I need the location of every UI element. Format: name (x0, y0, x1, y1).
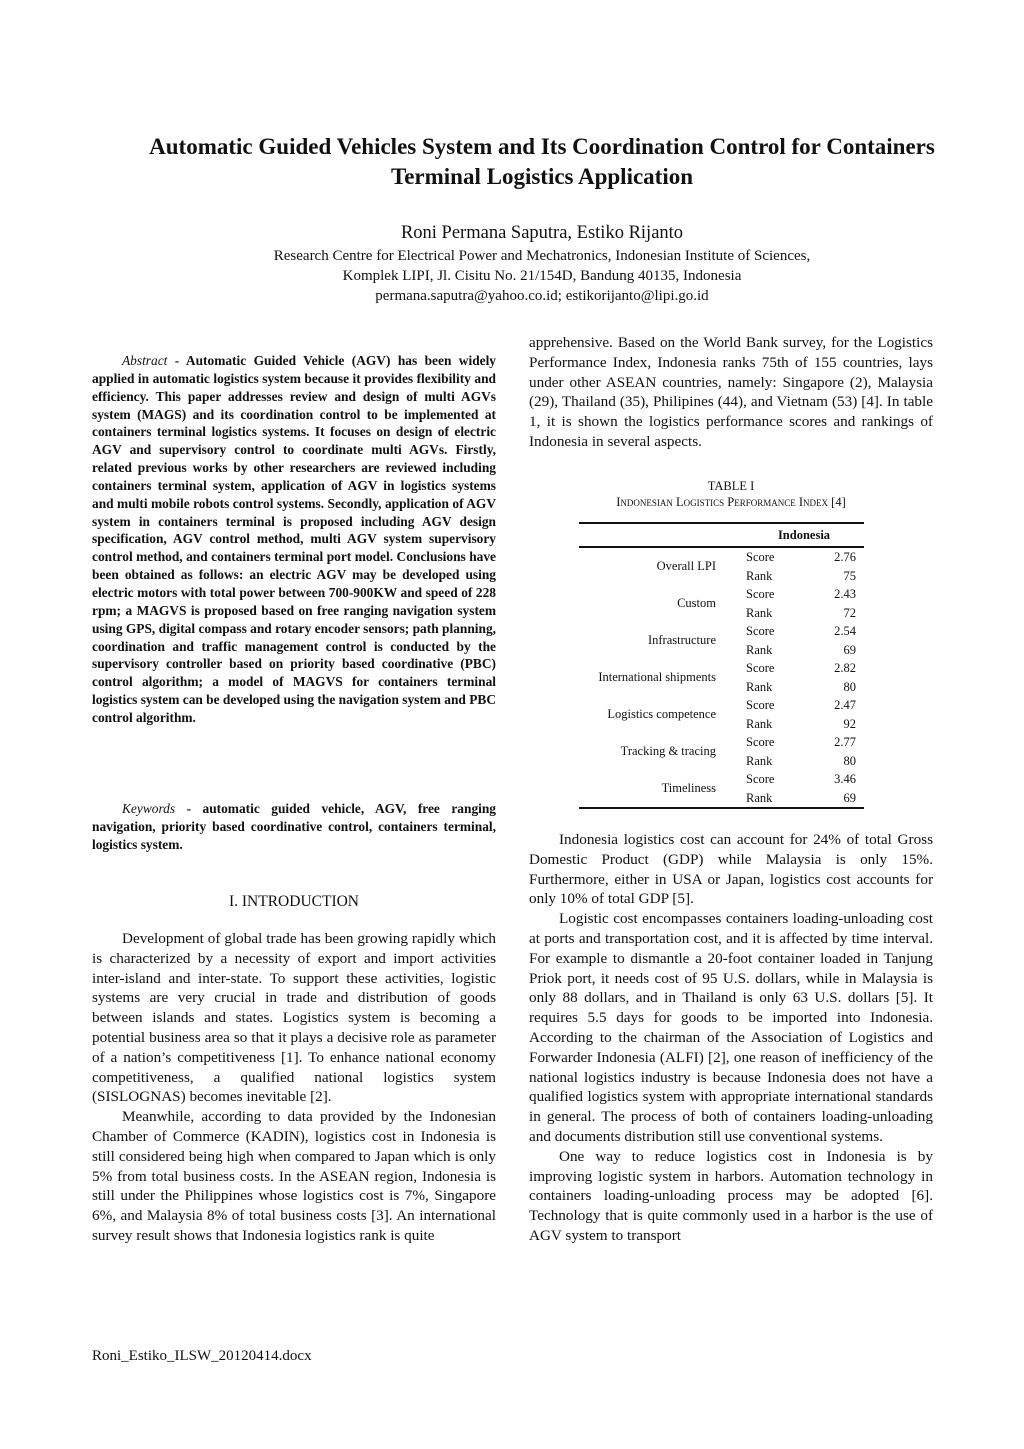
paragraph: Development of global trade has been growing rapidly which is characterized by a necessity of export and import activities inter-island and inter-state. To support these activities, logistic systems are very crucial in trade and distribution of goods between islands and states. Logistics system is becoming a potential business area so that it plays a decisive role as parameter of a nation’s competitiveness [1]. To enhance national economy competitiveness, a qualified national logistics system (SISLOGNAS) becomes inevitable [2]. (92, 930, 496, 1106)
rank-value: 80 (843, 753, 856, 768)
introduction (92, 929, 496, 1246)
category-cell: Custom (677, 596, 716, 611)
table-header: Indonesia (744, 523, 864, 547)
table-row (579, 770, 864, 789)
rank-label: Rank (746, 568, 773, 583)
rank-label: Rank (746, 790, 773, 805)
category-cell: Tracking & tracing (620, 744, 716, 759)
category-cell: International shipments (598, 670, 716, 685)
rank-value: 72 (843, 605, 856, 620)
paragraph: Meanwhile, according to data provided by the Indonesian Chamber of Commerce (KADIN), logistics cost in Indonesia is still considered being high when compared to Japan which is only 5% from total business costs. In the ASEAN region, Indonesia is still under the Philippines whose logistics cost is 7%, Singapore 6%, and Malaysia 8% of total business costs [3]. An international survey result shows that Indonesia logistics rank is quite (92, 1108, 496, 1244)
rank-label: Rank (746, 605, 773, 620)
score-value: 3.46 (834, 772, 856, 786)
rank-label: Rank (746, 642, 773, 657)
score-label: Score (746, 624, 775, 638)
lpi-table (579, 522, 864, 809)
table-row (579, 547, 864, 567)
rank-label: Rank (746, 679, 773, 694)
keywords-text: - automatic guided vehicle, AGV, free ranging navigation, priority based coordinative control, containers terminal, logistics system. (92, 801, 496, 852)
rank-label: Rank (746, 753, 773, 768)
abstract-label: Abstract (122, 353, 168, 368)
score-label: Score (746, 698, 775, 712)
category-cell: Infrastructure (647, 633, 716, 648)
table-row (579, 696, 864, 715)
rank-label: Rank (746, 716, 773, 731)
score-value: 2.82 (834, 661, 856, 675)
table-row (579, 733, 864, 752)
keywords-label: Keywords (122, 801, 176, 816)
rank-value: 69 (843, 642, 856, 657)
table-row (579, 622, 864, 641)
paper-title: Automatic Guided Vehicles System and Its Coordination Control for Containers Terminal Logistics Application (149, 134, 935, 189)
category-cell: Overall LPI (656, 559, 716, 574)
rank-value: 80 (843, 679, 856, 694)
affiliation-line: Komplek LIPI, Jl. Cisitu No. 21/154D, Bandung 40135, Indonesia (342, 268, 742, 284)
authors: Roni Permana Saputra, Estiko Rijanto (400, 223, 684, 243)
paragraph: Indonesia logistics cost can account for 24% of total Gross Domestic Product (GDP) while Malaysia is only 15%. Furthermore, either in USA or Japan, logistics cost accounts for only 10% of total GDP [5]. (529, 831, 933, 908)
score-label: Score (746, 735, 775, 749)
table-row (579, 659, 864, 678)
keywords (92, 800, 496, 854)
paragraph: Logistic cost encompasses containers loading-unloading cost at ports and transportation cost, and it is affected by time interval. For example to dismantle a 20-foot container loaded in Tanjung Priok port, it needs cost of 95 U.S. dollars, while in Malaysia is only 88 dollars, and in Thailand is only 63 U.S. dollars [5]. It requires 5.5 days for goods to be imported into Indonesia. According to the chairman of the Association of Logistics and Forwarder Indonesia (ALFI) [2], one reason of inefficiency of the national logistics industry is because Indonesia does not have a qualified logistics system with appropriate international standards in general. The process of both of containers loading-unloading and documents distribution still use conventional systems. (529, 910, 933, 1145)
footer-filename: Roni_Estiko_ILSW_20120414.docx (92, 1348, 312, 1364)
category-cell: Logistics competence (607, 707, 716, 722)
score-value: 2.54 (834, 624, 856, 638)
paragraph: apprehensive. Based on the World Bank survey, for the Logistics Performance Index, Indonesia ranks 75th of 155 countries, lays under other ASEAN countries, namely: Singapore (2), Malaysia (29), Thailand (35), Philipines (44), and Vietnam (53) [4]. In table 1, it is shown the logistics performance scores and rankings of Indonesia in several aspects. (529, 334, 933, 450)
table-row (579, 585, 864, 604)
category-cell: Timeliness (661, 781, 716, 796)
score-label: Score (746, 772, 775, 786)
score-value: 2.76 (834, 550, 856, 564)
score-value: 2.43 (834, 587, 856, 601)
table-subtitle: Indonesian Logistics Performance Index [4] (616, 495, 846, 509)
score-label: Score (746, 587, 775, 601)
table-title: TABLE I (707, 479, 755, 493)
paragraph: One way to reduce logistics cost in Indonesia is by improving logistic system in harbors. Automation technology in containers loading-unloading process may be adopted [6]. Technology that is quite commonly used in a harbor is the use of AGV system to transport (529, 1147, 933, 1244)
score-label: Score (746, 550, 775, 564)
abstract (92, 352, 496, 727)
author-emails: permana.saputra@yahoo.co.id; estikorijanto@lipi.go.id (375, 288, 709, 304)
abstract-text: - Automatic Guided Vehicle (AGV) has been widely applied in automatic logistics system because it provides flexibility and efficiency. This paper addresses review and design of multi AGVs system (MAGS) and its coordination control to be implemented at containers terminal logistics systems. It focuses on design of electric AGV and supervisory control to coordinate multi AGVs. Firstly, related previous works by other researchers are reviewed including containers terminal system, application of AGV in logistics systems and multi mobile robots control systems. Secondly, application of AGV system in containers terminal is proposed including AGV design specification, AGV control method, multi AGV system supervisory control method, and containers terminal port model. Conclusions have been obtained as follows: an electric AGV may be developed using electric motors with total power between 700-900KW and speed of 228 rpm; a MAGVS is proposed based on free ranging navigation system using GPS, digital compass and rotary encoder sensors; path planning, coordination and traffic management control is conducted by the supervisory controller based on priority based coordinative (PBC) control algorithm; a model of MAGVS for containers terminal logistics system can be developed using the navigation system and PBC control algorithm. (92, 353, 496, 725)
score-value: 2.77 (834, 735, 856, 749)
section-heading: I. INTRODUCTION (228, 893, 359, 910)
affiliation-line: Research Centre for Electrical Power and Mechatronics, Indonesian Institute of Sciences, (273, 248, 811, 264)
table-caption (529, 478, 933, 510)
rank-value: 75 (843, 568, 856, 583)
right-column-bottom (529, 830, 933, 1246)
score-value: 2.47 (834, 698, 856, 712)
score-label: Score (746, 661, 775, 675)
rank-value: 92 (843, 716, 856, 731)
right-column-top (529, 333, 933, 452)
affiliation (120, 246, 964, 306)
rank-value: 69 (843, 790, 856, 805)
